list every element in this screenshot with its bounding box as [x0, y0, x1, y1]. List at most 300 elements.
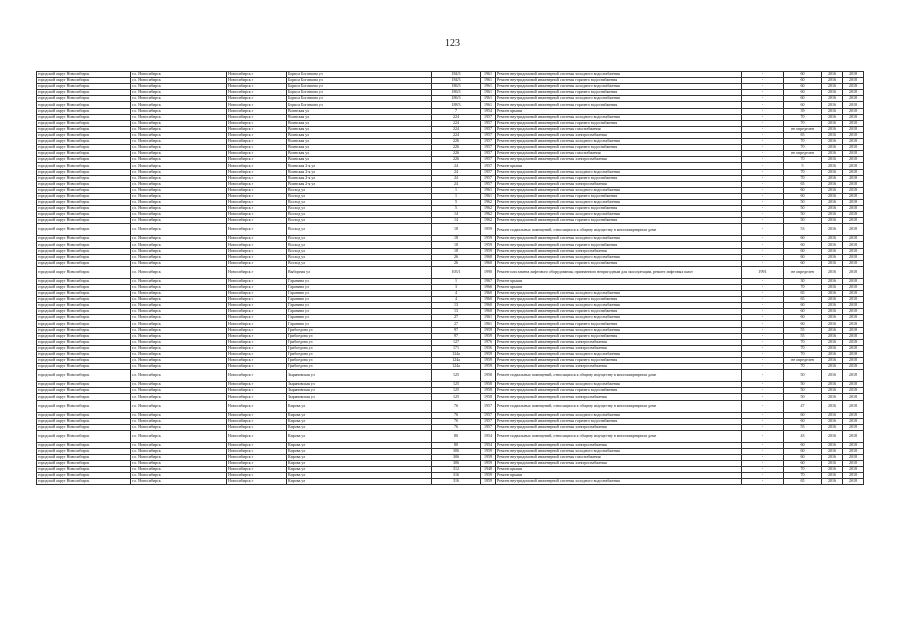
cell-district: городской округ Новосибирск	[37, 297, 131, 303]
cell-work-type: Ремонт внутридомовой инженерной системы горячего водоснабжения	[496, 260, 742, 266]
table-row	[37, 479, 864, 485]
cell-settlement: г.о. Новосибирск	[131, 132, 227, 138]
cell-district: городской округ Новосибирск	[37, 303, 131, 309]
cell-house: 97	[432, 333, 481, 339]
cell-street: Зыряновская ул	[287, 370, 432, 382]
cell-commission-year: -	[742, 442, 784, 448]
cell-amount: не определен	[784, 151, 822, 157]
cell-commission-year: -	[742, 236, 784, 242]
cell-end-year: 2018	[843, 442, 864, 448]
cell-settlement: г.о. Новосибирск	[131, 400, 227, 412]
cell-street: Воинская ул	[287, 114, 432, 120]
cell-amount: 60	[784, 78, 822, 84]
cell-locality: Новосибирск г	[227, 448, 287, 454]
cell-house: 24	[432, 181, 481, 187]
cell-amount: 70	[784, 145, 822, 151]
cell-house: 224	[432, 132, 481, 138]
cell-commission-year: -	[742, 72, 784, 78]
cell-street: Гаранина ул	[287, 297, 432, 303]
cell-settlement: г.о. Новосибирск	[131, 212, 227, 218]
cell-commission-year: -	[742, 364, 784, 370]
cell-locality: Новосибирск г	[227, 114, 287, 120]
table-row	[37, 224, 864, 236]
cell-street: Грибоедова ул	[287, 358, 432, 364]
cell-locality: Новосибирск г	[227, 364, 287, 370]
cell-work-type: Ремонт внутридомовой инженерной системы горячего водоснабжения	[496, 218, 742, 224]
cell-house: 224	[432, 120, 481, 126]
cell-locality: Новосибирск г	[227, 175, 287, 181]
cell-work-type: Ремонт внутридомовой инженерной системы холодного водоснабжения	[496, 448, 742, 454]
cell-build-year: 1976	[481, 339, 496, 345]
cell-house: 1	[432, 187, 481, 193]
cell-work-type: Ремонт крыши	[496, 278, 742, 284]
cell-street: Воинская ул	[287, 120, 432, 126]
cell-district: городской округ Новосибирск	[37, 224, 131, 236]
cell-locality: Новосибирск г	[227, 151, 287, 157]
cell-work-type: Ремонт внутридомовой инженерной системы холодного водоснабжения	[496, 291, 742, 297]
cell-work-type: Ремонт внутридомовой инженерной системы холодного водоснабжения	[496, 303, 742, 309]
cell-build-year: 1960	[481, 303, 496, 309]
cell-commission-year: -	[742, 424, 784, 430]
cell-settlement: г.о. Новосибирск	[131, 442, 227, 448]
cell-locality: Новосибирск г	[227, 181, 287, 187]
cell-start-year: 2016	[822, 206, 843, 212]
cell-street: Гаранина ул	[287, 278, 432, 284]
cell-work-type: Ремонт внутридомовой инженерной системы горячего водоснабжения	[496, 388, 742, 394]
cell-amount: 60	[784, 72, 822, 78]
cell-commission-year: -	[742, 126, 784, 132]
cell-locality: Новосибирск г	[227, 461, 287, 467]
cell-start-year: 2016	[822, 169, 843, 175]
cell-district: городской округ Новосибирск	[37, 467, 131, 473]
cell-build-year: 1959	[481, 248, 496, 254]
cell-amount: 39	[784, 108, 822, 114]
cell-end-year: 2018	[843, 284, 864, 290]
cell-locality: Новосибирск г	[227, 333, 287, 339]
cell-work-type: Ремонт внутридомовой инженерной системы электроснабжения	[496, 157, 742, 163]
cell-start-year: 2016	[822, 224, 843, 236]
cell-start-year: 2016	[822, 132, 843, 138]
cell-work-type: Ремонт внутридомовой инженерной системы горячего водоснабжения	[496, 120, 742, 126]
cell-settlement: г.о. Новосибирск	[131, 102, 227, 108]
cell-amount: 70	[784, 169, 822, 175]
cell-amount: 65	[784, 291, 822, 297]
cell-house: 224	[432, 126, 481, 132]
cell-start-year: 2016	[822, 412, 843, 418]
cell-house: 306	[432, 448, 481, 454]
cell-end-year: 2018	[843, 157, 864, 163]
cell-amount: 60	[784, 260, 822, 266]
cell-house: 124а	[432, 358, 481, 364]
cell-commission-year: -	[742, 114, 784, 120]
cell-settlement: г.о. Новосибирск	[131, 370, 227, 382]
cell-commission-year: -	[742, 206, 784, 212]
cell-build-year: 1957	[481, 412, 496, 418]
cell-work-type: Ремонт внутридомовой инженерной системы холодного водоснабжения	[496, 254, 742, 260]
cell-house: 306	[432, 461, 481, 467]
cell-settlement: г.о. Новосибирск	[131, 297, 227, 303]
cell-commission-year: -	[742, 96, 784, 102]
cell-work-type: Ремонт внутридомовой инженерной системы горячего водоснабжения	[496, 90, 742, 96]
cell-settlement: г.о. Новосибирск	[131, 145, 227, 151]
cell-build-year: 1961	[481, 84, 496, 90]
cell-district: городской округ Новосибирск	[37, 151, 131, 157]
cell-commission-year: -	[742, 351, 784, 357]
cell-build-year: 1959	[481, 448, 496, 454]
cell-locality: Новосибирск г	[227, 297, 287, 303]
cell-commission-year: -	[742, 327, 784, 333]
cell-end-year: 2018	[843, 309, 864, 315]
cell-street: Гаранина ул	[287, 315, 432, 321]
cell-locality: Новосибирск г	[227, 193, 287, 199]
cell-settlement: г.о. Новосибирск	[131, 388, 227, 394]
cell-street: Кирова ул	[287, 461, 432, 467]
cell-district: городской округ Новосибирск	[37, 169, 131, 175]
cell-commission-year: -	[742, 448, 784, 454]
cell-amount: 55	[784, 424, 822, 430]
cell-end-year: 2018	[843, 248, 864, 254]
cell-commission-year: -	[742, 291, 784, 297]
cell-build-year: 1961	[481, 72, 496, 78]
cell-settlement: г.о. Новосибирск	[131, 412, 227, 418]
cell-amount: 50	[784, 218, 822, 224]
cell-district: городской округ Новосибирск	[37, 102, 131, 108]
cell-locality: Новосибирск г	[227, 394, 287, 400]
cell-locality: Новосибирск г	[227, 163, 287, 169]
cell-build-year: 1958	[481, 388, 496, 394]
cell-end-year: 2018	[843, 448, 864, 454]
cell-commission-year: -	[742, 479, 784, 485]
cell-house: 226	[432, 151, 481, 157]
cell-end-year: 2018	[843, 102, 864, 108]
cell-commission-year: -	[742, 254, 784, 260]
cell-end-year: 2018	[843, 175, 864, 181]
cell-end-year: 2018	[843, 187, 864, 193]
cell-end-year: 2018	[843, 358, 864, 364]
cell-work-type: Ремонт внутридомовой инженерной системы электроснабжения	[496, 461, 742, 467]
cell-settlement: г.о. Новосибирск	[131, 236, 227, 242]
cell-end-year: 2018	[843, 400, 864, 412]
cell-start-year: 2016	[822, 315, 843, 321]
cell-work-type: Ремонт внутридомовой инженерной системы горячего водоснабжения	[496, 102, 742, 108]
table-row	[37, 266, 864, 278]
cell-end-year: 2018	[843, 315, 864, 321]
cell-build-year: 1961	[481, 90, 496, 96]
cell-amount: 70	[784, 157, 822, 163]
cell-commission-year: -	[742, 297, 784, 303]
cell-street: Гаранина ул	[287, 309, 432, 315]
cell-amount: 60	[784, 315, 822, 321]
cell-street: Зыряновская ул	[287, 388, 432, 394]
cell-district: городской округ Новосибирск	[37, 388, 131, 394]
cell-locality: Новосибирск г	[227, 139, 287, 145]
cell-end-year: 2018	[843, 126, 864, 132]
cell-work-type: Ремонт крыши	[496, 284, 742, 290]
cell-end-year: 2018	[843, 370, 864, 382]
cell-house: 316	[432, 479, 481, 485]
cell-commission-year: -	[742, 358, 784, 364]
cell-house: 13	[432, 303, 481, 309]
cell-district: городской округ Новосибирск	[37, 254, 131, 260]
cell-start-year: 2016	[822, 96, 843, 102]
cell-street: Кирова ул	[287, 479, 432, 485]
cell-end-year: 2018	[843, 206, 864, 212]
cell-end-year: 2018	[843, 145, 864, 151]
cell-build-year: 1959	[481, 473, 496, 479]
cell-end-year: 2018	[843, 260, 864, 266]
cell-settlement: г.о. Новосибирск	[131, 218, 227, 224]
cell-end-year: 2018	[843, 169, 864, 175]
cell-street: Гаранина ул	[287, 284, 432, 290]
cell-work-type: Ремонт внутридомовой инженерной системы холодного водоснабжения	[496, 199, 742, 205]
cell-house: 27	[432, 321, 481, 327]
cell-amount: 50	[784, 212, 822, 218]
cell-settlement: г.о. Новосибирск	[131, 175, 227, 181]
cell-settlement: г.о. Новосибирск	[131, 467, 227, 473]
cell-house: 18	[432, 224, 481, 236]
cell-district: городской округ Новосибирск	[37, 236, 131, 242]
cell-house: 14	[432, 212, 481, 218]
cell-end-year: 2018	[843, 254, 864, 260]
cell-street: Кирова ул	[287, 467, 432, 473]
cell-street: Грибоедова ул	[287, 364, 432, 370]
cell-district: городской округ Новосибирск	[37, 479, 131, 485]
cell-house: 316	[432, 473, 481, 479]
cell-district: городской округ Новосибирск	[37, 126, 131, 132]
cell-amount: 60	[784, 454, 822, 460]
cell-locality: Новосибирск г	[227, 479, 287, 485]
cell-work-type: Ремонт или замена лифтового оборудования, признанного непригодным для эксплуатации, ремонт лифтовых шахт	[496, 266, 742, 278]
cell-locality: Новосибирск г	[227, 90, 287, 96]
cell-end-year: 2018	[843, 212, 864, 218]
cell-house: 76	[432, 418, 481, 424]
cell-end-year: 2018	[843, 394, 864, 400]
cell-district: городской округ Новосибирск	[37, 382, 131, 388]
cell-build-year: 1962	[481, 212, 496, 218]
cell-work-type: Ремонт внутридомовой инженерной системы электроснабжения	[496, 248, 742, 254]
cell-commission-year: -	[742, 345, 784, 351]
cell-settlement: г.о. Новосибирск	[131, 303, 227, 309]
cell-street: Грибоедова ул	[287, 351, 432, 357]
cell-start-year: 2016	[822, 260, 843, 266]
cell-district: городской округ Новосибирск	[37, 187, 131, 193]
cell-locality: Новосибирск г	[227, 126, 287, 132]
cell-settlement: г.о. Новосибирск	[131, 181, 227, 187]
cell-house: 312	[432, 467, 481, 473]
cell-amount: 55	[784, 327, 822, 333]
cell-street: Восход ул	[287, 242, 432, 248]
cell-work-type: Ремонт внутридомовой инженерной системы горячего водоснабжения	[496, 309, 742, 315]
cell-start-year: 2016	[822, 473, 843, 479]
cell-district: городской округ Новосибирск	[37, 315, 131, 321]
cell-locality: Новосибирск г	[227, 254, 287, 260]
cell-start-year: 2016	[822, 430, 843, 442]
cell-work-type: Ремонт внутридомовой инженерной системы горячего водоснабжения	[496, 145, 742, 151]
cell-settlement: г.о. Новосибирск	[131, 315, 227, 321]
repair-schedule-table	[36, 71, 863, 485]
cell-street: Воинская ул	[287, 151, 432, 157]
cell-commission-year: -	[742, 382, 784, 388]
cell-end-year: 2018	[843, 424, 864, 430]
cell-house: 14	[432, 218, 481, 224]
cell-street: Бориса Богаткова ул	[287, 102, 432, 108]
cell-street: Восход ул	[287, 193, 432, 199]
cell-locality: Новосибирск г	[227, 187, 287, 193]
cell-work-type: Ремонт внутридомовой инженерной системы холодного водоснабжения	[496, 187, 742, 193]
cell-locality: Новосибирск г	[227, 120, 287, 126]
cell-build-year: 1959	[481, 351, 496, 357]
cell-district: городской округ Новосибирск	[37, 212, 131, 218]
cell-build-year: 1959	[481, 364, 496, 370]
cell-settlement: г.о. Новосибирск	[131, 418, 227, 424]
cell-build-year: 1990	[481, 266, 496, 278]
cell-locality: Новосибирск г	[227, 157, 287, 163]
page-number: 123	[445, 38, 460, 49]
cell-amount: 70	[784, 114, 822, 120]
cell-district: городской округ Новосибирск	[37, 442, 131, 448]
cell-house: 186/3	[432, 90, 481, 96]
cell-end-year: 2018	[843, 90, 864, 96]
cell-amount: 50	[784, 370, 822, 382]
cell-district: городской округ Новосибирск	[37, 132, 131, 138]
cell-start-year: 2016	[822, 181, 843, 187]
cell-commission-year: -	[742, 260, 784, 266]
cell-street: Восход ул	[287, 224, 432, 236]
cell-settlement: г.о. Новосибирск	[131, 84, 227, 90]
cell-street: Выборная ул	[287, 266, 432, 278]
cell-build-year: 1959	[481, 358, 496, 364]
cell-end-year: 2018	[843, 278, 864, 284]
cell-build-year: 1959	[481, 479, 496, 485]
cell-start-year: 2016	[822, 297, 843, 303]
cell-start-year: 2016	[822, 151, 843, 157]
cell-locality: Новосибирск г	[227, 236, 287, 242]
cell-district: городской округ Новосибирск	[37, 418, 131, 424]
cell-district: городской округ Новосибирск	[37, 96, 131, 102]
cell-locality: Новосибирск г	[227, 339, 287, 345]
cell-locality: Новосибирск г	[227, 303, 287, 309]
cell-house: 124а	[432, 364, 481, 370]
cell-amount: не определен	[784, 126, 822, 132]
cell-commission-year: -	[742, 90, 784, 96]
cell-district: городской округ Новосибирск	[37, 400, 131, 412]
cell-settlement: г.о. Новосибирск	[131, 187, 227, 193]
cell-work-type: Ремонт внутридомовой инженерной системы холодного водоснабжения	[496, 351, 742, 357]
cell-start-year: 2016	[822, 108, 843, 114]
cell-commission-year: 1991	[742, 266, 784, 278]
cell-locality: Новосибирск г	[227, 108, 287, 114]
cell-settlement: г.о. Новосибирск	[131, 461, 227, 467]
cell-house: 4	[432, 297, 481, 303]
cell-settlement: г.о. Новосибирск	[131, 163, 227, 169]
cell-house: 18	[432, 248, 481, 254]
cell-street: Восход ул	[287, 218, 432, 224]
cell-work-type: Ремонт внутридомовой инженерной системы холодного водоснабжения	[496, 382, 742, 388]
cell-start-year: 2016	[822, 84, 843, 90]
cell-house: 188/3	[432, 102, 481, 108]
cell-house: 224	[432, 114, 481, 120]
cell-street: Грибоедова ул	[287, 327, 432, 333]
cell-house: 24	[432, 163, 481, 169]
cell-work-type: Ремонт внутридомовой инженерной системы холодного водоснабжения	[496, 139, 742, 145]
cell-amount: 70	[784, 120, 822, 126]
cell-build-year: 1954	[481, 430, 496, 442]
cell-commission-year: -	[742, 102, 784, 108]
cell-build-year: 1956	[481, 345, 496, 351]
cell-start-year: 2016	[822, 358, 843, 364]
cell-work-type: Ремонт внутридомовой инженерной системы электроснабжения	[496, 394, 742, 400]
cell-work-type: Ремонт внутридомовой инженерной системы горячего водоснабжения	[496, 242, 742, 248]
cell-end-year: 2018	[843, 339, 864, 345]
cell-street: Бориса Богаткова ул	[287, 90, 432, 96]
cell-end-year: 2018	[843, 412, 864, 418]
cell-start-year: 2016	[822, 291, 843, 297]
cell-settlement: г.о. Новосибирск	[131, 448, 227, 454]
cell-district: городской округ Новосибирск	[37, 114, 131, 120]
cell-end-year: 2018	[843, 242, 864, 248]
cell-house: 1	[432, 278, 481, 284]
cell-district: городской округ Новосибирск	[37, 260, 131, 266]
cell-commission-year: -	[742, 321, 784, 327]
cell-end-year: 2018	[843, 388, 864, 394]
cell-commission-year: -	[742, 193, 784, 199]
cell-locality: Новосибирск г	[227, 430, 287, 442]
cell-work-type: Ремонт внутридомовой инженерной системы электроснабжения	[496, 364, 742, 370]
cell-district: городской округ Новосибирск	[37, 412, 131, 418]
cell-commission-year: -	[742, 242, 784, 248]
cell-end-year: 2018	[843, 163, 864, 169]
cell-commission-year: -	[742, 151, 784, 157]
cell-build-year: 1957	[481, 181, 496, 187]
cell-start-year: 2016	[822, 424, 843, 430]
cell-end-year: 2018	[843, 78, 864, 84]
cell-house: 80	[432, 442, 481, 448]
cell-build-year: 1959	[481, 236, 496, 242]
cell-district: городской округ Новосибирск	[37, 309, 131, 315]
cell-street: Кирова ул	[287, 418, 432, 424]
cell-amount: 50	[784, 388, 822, 394]
cell-end-year: 2018	[843, 454, 864, 460]
cell-amount: 70	[784, 175, 822, 181]
cell-amount: 70	[784, 351, 822, 357]
cell-district: городской округ Новосибирск	[37, 145, 131, 151]
cell-amount: 60	[784, 193, 822, 199]
cell-build-year: 1961	[481, 193, 496, 199]
cell-work-type: Ремонт внутридомовой инженерной системы газоснабжения	[496, 151, 742, 157]
cell-house: 184/3	[432, 72, 481, 78]
cell-build-year: 1958	[481, 382, 496, 388]
cell-work-type: Ремонт внутридомовой инженерной системы холодного водоснабжения	[496, 84, 742, 90]
cell-settlement: г.о. Новосибирск	[131, 424, 227, 430]
cell-commission-year: -	[742, 473, 784, 479]
cell-house: 76	[432, 424, 481, 430]
cell-street: Гаранина ул	[287, 291, 432, 297]
cell-build-year: 1959	[481, 327, 496, 333]
cell-commission-year: -	[742, 454, 784, 460]
cell-commission-year: -	[742, 303, 784, 309]
cell-house: 26	[432, 254, 481, 260]
cell-amount: 60	[784, 412, 822, 418]
cell-work-type: Ремонт внутридомовой инженерной системы горячего водоснабжения	[496, 193, 742, 199]
cell-build-year: 1961	[481, 102, 496, 108]
cell-build-year: 1957	[481, 126, 496, 132]
cell-house: 4	[432, 291, 481, 297]
cell-build-year: 1960	[481, 291, 496, 297]
cell-street: Бориса Богаткова ул	[287, 96, 432, 102]
cell-street: Кирова ул	[287, 412, 432, 418]
cell-start-year: 2016	[822, 175, 843, 181]
cell-street: Кирова ул	[287, 473, 432, 479]
